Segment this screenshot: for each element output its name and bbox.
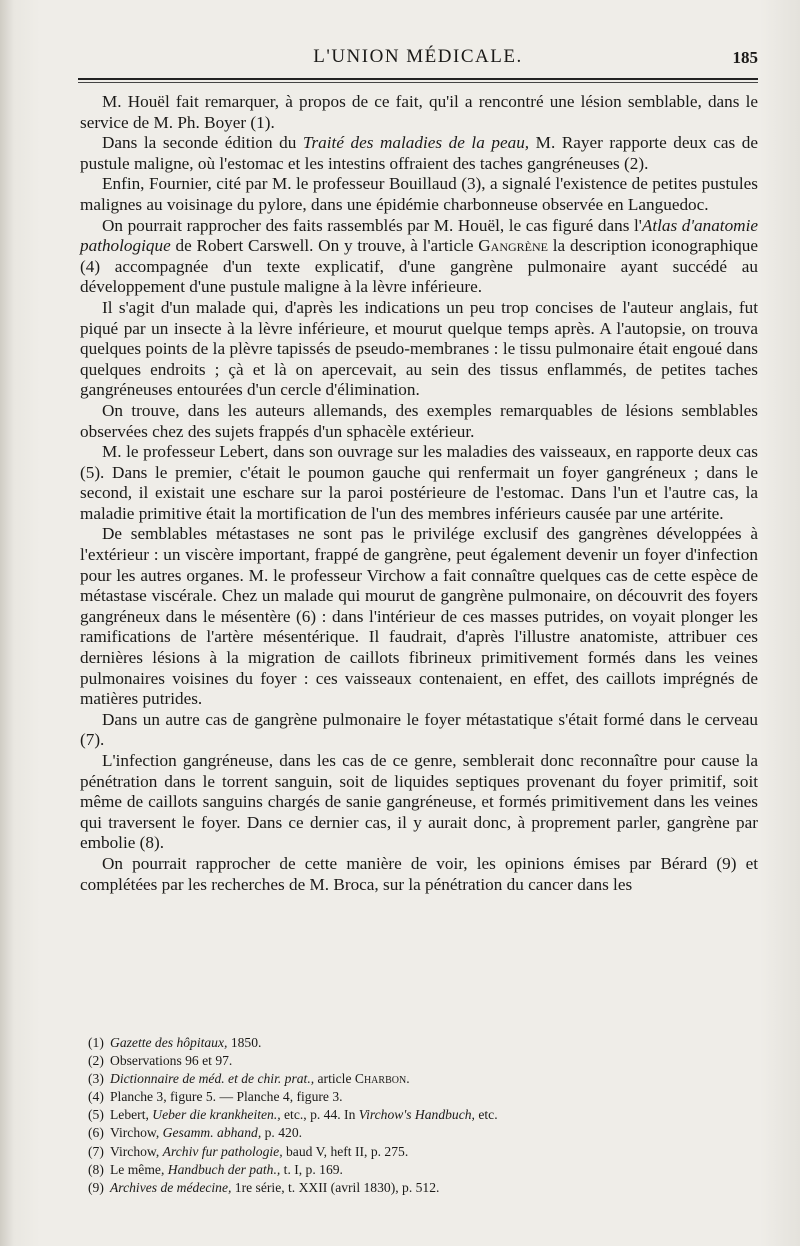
page-header: [78, 46, 758, 72]
header-rule-thin: [78, 82, 758, 83]
article-keyword: Gangrène: [478, 236, 549, 256]
running-title: L'UNION MÉDICALE.: [313, 46, 523, 67]
paragraph-text: De semblables métastases ne sont pas le privilége exclusif des gangrènes développées à l'extérieur : un viscère important, frappé de gangrène, peut également devenir un foyer d'infection pour les autres organes. M. le professeur Virchow a fait connaître quelques cas de cette espèce de métastase viscérale. Chez un malade qui mourut de gangrène pulmonaire, on découvrit des foyers gangréneux dans le mésentère (6) : dans l'intérieur de ces masses putrides, on voyait plonger les ramifications de l'artère mésentérique. Il faudrait, d'après l'illustre anatomiste, attribuer ces dernières lésions à la migration de caillots fibrineux primitivement formés dans les veines pulmonaires voisines du foyer : ces vaisseaux contenaient, en effet, des caillots imprégnés de matières putrides.: [80, 524, 758, 709]
footnote: [88, 1052, 748, 1070]
footnote-title: Archives de médecine,: [110, 1179, 232, 1195]
footnote-text: Le même,: [110, 1161, 168, 1177]
footnote: [88, 1070, 748, 1088]
footnote-number: (1): [88, 1035, 104, 1050]
footnote-number: (9): [88, 1179, 104, 1195]
footnote-title: Gesamm. abhand,: [162, 1125, 262, 1141]
paragraph: [80, 298, 758, 401]
footnote: [88, 1143, 748, 1161]
footnote-text: etc.: [474, 1107, 498, 1123]
page-number: 185: [732, 48, 758, 67]
footnote-title: Gazette des hôpitaux,: [110, 1035, 228, 1050]
footnote-keyword: Charbon: [354, 1071, 407, 1087]
book-title: Traité des maladies de la peau,: [302, 133, 530, 153]
paragraph-text: Dans la seconde édition du: [102, 133, 303, 153]
paragraph: [80, 92, 758, 133]
footnote: [88, 1106, 748, 1124]
footnote-title: Archiv fur pathologie,: [162, 1143, 283, 1159]
paragraph: [80, 524, 758, 709]
footnote-text: .: [406, 1071, 410, 1087]
paragraph: [80, 710, 758, 751]
paragraph: [80, 174, 758, 215]
paragraph-text: On pourrait rapprocher des faits rassemblés par M. Houël, le cas figuré dans l': [102, 215, 642, 235]
footnote-number: (2): [88, 1053, 104, 1069]
paragraph-text: On pourrait rapprocher de cette manière de voir, les opinions émises par Bérard (9) et complétées par les recherches de M. Broca, sur la pénétration du cancer dans les: [80, 853, 758, 894]
footnote: [88, 1124, 748, 1142]
paragraph-text: Il s'agit d'un malade qui, d'après les indications un peu trop concises de l'auteur anglais, fut piqué par un insecte à la lèvre inférieure, et mourut quelque temps après. A l'autopsie, on trouva quelques points de la plèvre tapissés de pseudo-membranes : le tissu pulmonaire était engoué dans quelques endroits ; çà et là on apercevait, au sein des tissus enflammés, de petites taches gangréneuses entourées d'un cercle d'élimination.: [80, 297, 758, 400]
footnote: [88, 1034, 748, 1052]
article-body: [80, 92, 758, 895]
footnote-title: Handbuch der path.,: [167, 1161, 281, 1177]
footnote-text: Planche 3, figure 5. — Planche 4, figure 3.: [110, 1089, 343, 1105]
footnote-number: (5): [88, 1107, 104, 1123]
paragraph: [80, 442, 758, 524]
paragraph: [80, 854, 758, 895]
footnote-text: t. I, p. 169.: [280, 1161, 343, 1177]
paragraph: [80, 133, 758, 174]
footnote-text: Virchow,: [110, 1125, 163, 1141]
paragraph-text: Enfin, Fournier, cité par M. le professeur Bouillaud (3), a signalé l'existence de petites pustules malignes au voisinage du pylore, dans une épidémie charbonneuse observée en Languedoc.: [80, 174, 758, 214]
paragraph-text: L'infection gangréneuse, dans les cas de ce genre, semblerait donc reconnaître pour cause la pénétration dans le torrent sanguin, soit de liquides septiques provenant du foyer primitif, soit même de caillots sanguins chargés de sanie gangréneuse, et formés primitivement dans les veines qui traversent le foyer. Dans ce dernier cas, il y aurait donc, à proprement parler, gangrène par embolie (8).: [80, 751, 758, 853]
header-rule: [78, 78, 758, 80]
footnote-text: baud V, heft II, p. 275.: [282, 1143, 409, 1159]
footnote-text: Observations 96 et 97.: [110, 1053, 233, 1069]
paragraph: [80, 751, 758, 854]
footnote-text: 1850.: [227, 1035, 262, 1050]
footnote-number: (8): [88, 1161, 104, 1177]
footnote-number: (3): [88, 1071, 104, 1087]
paragraph: [80, 401, 758, 442]
paragraph-text: On trouve, dans les auteurs allemands, des exemples remarquables de lésions semblables observées chez des sujets frappés d'un sphacèle extérieur.: [80, 400, 758, 441]
footnote-title: Ueber die krankheiten.,: [152, 1107, 281, 1123]
paragraph-text: la description iconographique (4) accompagnée d'un texte explicatif, d'une gangrène pulmonaire ayant succédé au développement d'une pustule maligne à la lèvre inférieure.: [80, 236, 759, 297]
footnote-number: (4): [88, 1089, 104, 1105]
footnotes: [88, 1034, 748, 1197]
paragraph-text: Dans un autre cas de gangrène pulmonaire le foyer métastatique s'était formé dans le cerveau (7).: [80, 709, 758, 750]
footnote-text: Lebert,: [110, 1107, 153, 1123]
footnote-text: p. 420.: [261, 1125, 303, 1141]
footnote-text: Virchow,: [110, 1143, 163, 1159]
footnote-number: (6): [88, 1125, 104, 1141]
paragraph-text: M. le professeur Lebert, dans son ouvrage sur les maladies des vaisseaux, en rapporte deux cas (5). Dans le premier, c'était le poumon gauche qui renfermait un foyer gangréneux ; dans le second, il existait une eschare sur la paroi postérieure de l'estomac. Dans l'un et l'autre cas, la maladie primitive était la mortification de l'un des membres inférieurs causée par une artérite.: [80, 442, 758, 523]
footnote-title: Virchow's Handbuch,: [358, 1107, 475, 1123]
footnote: [88, 1161, 748, 1179]
footnote-number: (7): [88, 1143, 104, 1159]
footnote-text: 1re série, t. XXII (avril 1830), p. 512.: [231, 1179, 440, 1195]
footnote: [88, 1088, 748, 1106]
footnote-title: Dictionnaire de méd. et de chir. prat.,: [110, 1071, 315, 1087]
paragraph-text: de Robert Carswell. On y trouve, à l'article: [170, 236, 479, 256]
book-title: Atlas d'anatomie pathologique: [80, 215, 758, 256]
footnote: [88, 1179, 748, 1197]
paragraph-text: M. Houël fait remarquer, à propos de ce fait, qu'il a rencontré une lésion semblable, dans le service de M. Ph. Boyer (1).: [80, 92, 758, 132]
footnote-text: etc., p. 44. In: [280, 1107, 359, 1123]
footnote-text: article: [314, 1071, 355, 1087]
paragraph-text: M. Rayer rapporte deux cas de pustule maligne, où l'estomac et les intestins offraient des taches gangréneuses (2).: [80, 133, 758, 173]
paragraph: [80, 216, 758, 298]
